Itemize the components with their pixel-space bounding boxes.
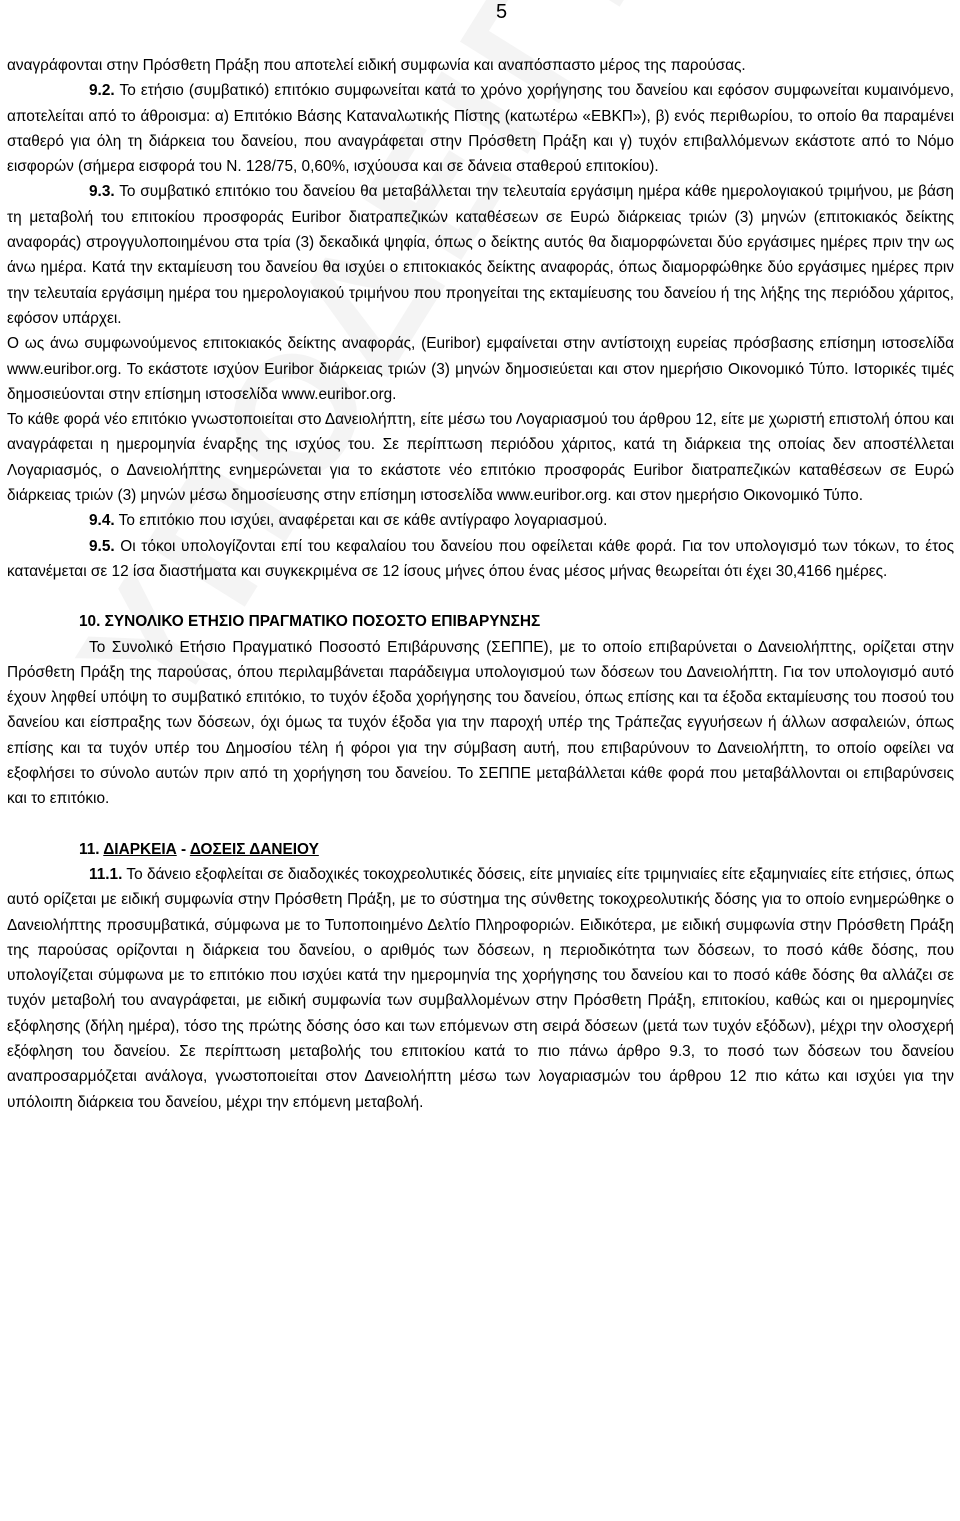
document-body — [7, 53, 954, 1115]
section-number: 9.2. — [89, 82, 115, 100]
section-number: 9.3. — [89, 183, 115, 201]
section-text: Το ετήσιο (συμβατικό) επιτόκιο συμφωνείται κατά το χρόνο χορήγησης του δανείου και εφόσον συμφωνείται κυμαινόμενο, αποτελείται από το άθροισμα: α) Επιτόκιο Βάσης Καταναλωτικής Πίστης (κατωτέρω «ΕΒΚΠ»), β) ενός περιθωρίου, το οποίο θα παραμένει σταθερό για όλη τη διάρκεια του δανείου, που αναγράφεται στην Πρόσθετη Πράξη και γ) τυχόν επιβαλλόμενων εκάστοτε από το Νόμο εισφορών (σήμερα εισφορά του Ν. 128/75, 0,60%, ισχύουσα και σε δάνεια σταθερού επιτοκίου). — [7, 82, 954, 176]
section-9-2 — [7, 78, 954, 179]
spacer — [7, 812, 954, 837]
paragraph-continuation: αναγράφονται στην Πρόσθετη Πράξη που αποτελεί ειδική συμφωνία και αναπόσπαστο μέρος της παρούσας. — [7, 57, 746, 74]
section-11-1 — [7, 862, 954, 1115]
heading-part-installments: ΔΟΣΕΙΣ ΔΑΝΕΙΟΥ — [189, 840, 319, 858]
section-11-heading — [7, 837, 954, 862]
section-10-heading: 10. ΣΥΝΟΛΙΚΟ ΕΤΗΣΙΟ ΠΡΑΓΜΑΤΙΚΟ ΠΟΣΟΣΤΟ ΕΠΙΒΑΡΥΝΣΗΣ — [79, 613, 541, 631]
section-9-4 — [7, 508, 954, 533]
section-10-text: Το Συνολικό Ετήσιο Πραγματικό Ποσοστό Επιβάρυνσης (ΣΕΠΠΕ), με το οποίο επιβαρύνεται ο Δανειολήπτης, ορίζεται στην Πρόσθετη Πράξη της παρούσας, όπου περιλαμβάνεται παράδειγμα υπολογισμού των δόσεων του Δανειολήπτη. Για τον υπολογισμό αυτό έχουν ληφθεί υπόψη το συμβατικό επιτόκιο, το τυχόν έξοδα χορήγησης του δανείου, όπως επίσης και τα έξοδα εκταμίευσης του ποσού του δανείου και είσπραξης των δόσεων, όχι όμως τα τυχόν έξοδα για την παροχή υπέρ της Τράπεζας εγγυήσεων ή άλλων ασφαλειών, όπως επίσης και τα τυχόν υπέρ του Δημοσίου τέλη ή φόροι για την σύμβαση αυτή, που επιβαρύνουν το Δανειολήπτη, το οποίο οφείλει να εξοφλήσει το σύνολο αυτών πριν από τη χορήγηση του δανείου. Το ΣΕΠΠΕ μεταβάλλεται κάθε φορά που μεταβάλλονται οι επιβαρύνσεις και το επιτόκιο. — [7, 638, 954, 808]
section-9-5 — [7, 534, 954, 585]
section-text: Το επιτόκιο που ισχύει, αναφέρεται και σε κάθε αντίγραφο λογαριασμού. — [114, 512, 608, 530]
heading-number: 11. — [79, 840, 104, 858]
section-text: Οι τόκοι υπολογίζονται επί του κεφαλαίου του δανείου που οφείλεται κάθε φορά. Για τον υπολογισμό των τόκων, το έτος κατανέμεται σε 12 ίσα διαστήματα και συγκεκριμένα σε 12 ίσους μήνες όπου ένας μέσος μήνας θεωρείται ότι έχει 30,4166 ημέρες. — [7, 537, 954, 580]
page-number: 5 — [496, 1, 508, 23]
section-number: 9.5. — [89, 537, 115, 555]
paragraph-notification: Το κάθε φορά νέο επιτόκιο γνωστοποιείται στο Δανειολήπτη, είτε μέσω του Λογαριασμού του άρθρου 12, είτε με χωριστή επιστολή όπου και αναγράφεται η ημερομηνία έναρξης της ισχύος του. Σε περίπτωση περιόδου χάριτος, κατά τη διάρκεια της οποίας δεν αποστέλλεται Λογαριασμός, ο Δανειολήπτης ενημερώνεται για το εκάστοτε νέο επιτόκιο προσφοράς Euribor διατραπεζικών καταθέσεων σε Ευρώ διάρκειας τριών (3) μηνών μέσω δημοσίευσης στην επίσημη ιστοσελίδα www.euribor.org. και στον ημερήσιο Οικονομικό Τύπο. — [7, 411, 954, 505]
section-number: 11.1. — [89, 865, 123, 883]
paragraph-euribor: Ο ως άνω συμφωνούμενος επιτοκιακός δείκτης αναφοράς, (Euribor) εμφαίνεται στην αντίστοιχη ευρείας πρόσβασης επίσημη ιστοσελίδα www.euribor.org. Το εκάστοτε ισχύον Euribor διάρκειας τριών (3) μηνών δημοσιεύεται και στον ημερήσιο Οικονομικό Τύπο. Ιστορικές τιμές δημοσιεύονται στην επίσημη ιστοσελίδα www.euribor.org. — [7, 335, 954, 403]
heading-part-duration: ΔΙΑΡΚΕΙΑ — [103, 840, 177, 858]
heading-separator: - — [176, 840, 190, 858]
section-9-3 — [7, 179, 954, 331]
section-text: Το συμβατικό επιτόκιο του δανείου θα μεταβάλλεται την τελευταία εργάσιμη ημέρα κάθε ημερολογιακού τριμήνου, με βάση τη μεταβολή του επιτοκίου προσφοράς Euribor διατραπεζικών καταθέσεων σε Ευρώ διάρκειας τριών (3) μηνών (επιτοκιακός δείκτης αναφοράς) στρογγυλοποιημένου στα τρία (3) δεκαδικά ψηφία, όπως ο δείκτης αυτός θα διαμορφώνεται δύο εργάσιμες ημέρες πριν την ως άνω ημέρα. Κατά την εκταμίευση του δανείου θα ισχύει ο επιτοκιακός δείκτης αναφοράς, όπως διαμορφώθηκε δύο εργάσιμες ημέρες πριν την τελευταία εργάσιμη ημέρα του ημερολογιακού τριμήνου που προηγείται της εκταμίευσης του δανείου ή της λήξης της περιόδου χάριτος, εφόσον υπάρχει. — [7, 183, 954, 327]
section-text: Το δάνειο εξοφλείται σε διαδοχικές τοκοχρεολυτικές δόσεις, είτε μηνιαίες είτε τριμηνιαίες είτε εξαμηνιαίες είτε ετήσιες, όπως αυτό ορίζεται με ειδική συμφωνία στην Πρόσθετη Πράξη, με το σύστημα της σύνθετης τοκοχρεολυτικής δόσης για το οποίο ενημερώθηκε ο Δανειολήπτης προσυμβατικά, σύμφωνα με το Τυποποιημένο Δελτίο Πληροφοριών. Ειδικότερα, με ειδική συμφωνία στην Πρόσθετη Πράξη της παρούσας ορίζονται η διάρκεια του δανείου, ο αριθμός των δόσεων, η περιοδικότητα των δόσεων, το ποσό κάθε δόσης, που υπολογίζεται σύμφωνα με το επιτόκιο που ισχύει κατά την ημερομηνία της χορήγησης του δανείου και το ποσό κάθε δόσης θα αλλάζει σε τυχόν μεταβολή του αναγράφεται, με ειδική συμφωνία των συμβαλλομένων στην Πρόσθετη Πράξη, επιτοκίου, καθώς και οι ημερομηνίες εξόφλησης (δήλη ημέρα), τόσο της πρώτης δόσης όσο και των επόμενων στη σειρά δόσεων (μετά των τυχόν εξόδων), μέχρι την ολοσχερή εξόφληση του δανείου. Σε περίπτωση μεταβολής του επιτοκίου κατά το πιο πάνω άρθρο 9.3, το ποσό των δόσεων του δανείου αναπροσαρμόζεται ανάλογα, γνωστοποιείται στον Δανειολήπτη μέσω των λογαριασμών του άρθρου 12 πιο κάτω και ισχύει για την υπόλοιπη διάρκεια του δανείου, μέχρι την επόμενη μεταβολή. — [7, 865, 954, 1111]
section-number: 9.4. — [89, 512, 115, 530]
spacer — [7, 584, 954, 609]
